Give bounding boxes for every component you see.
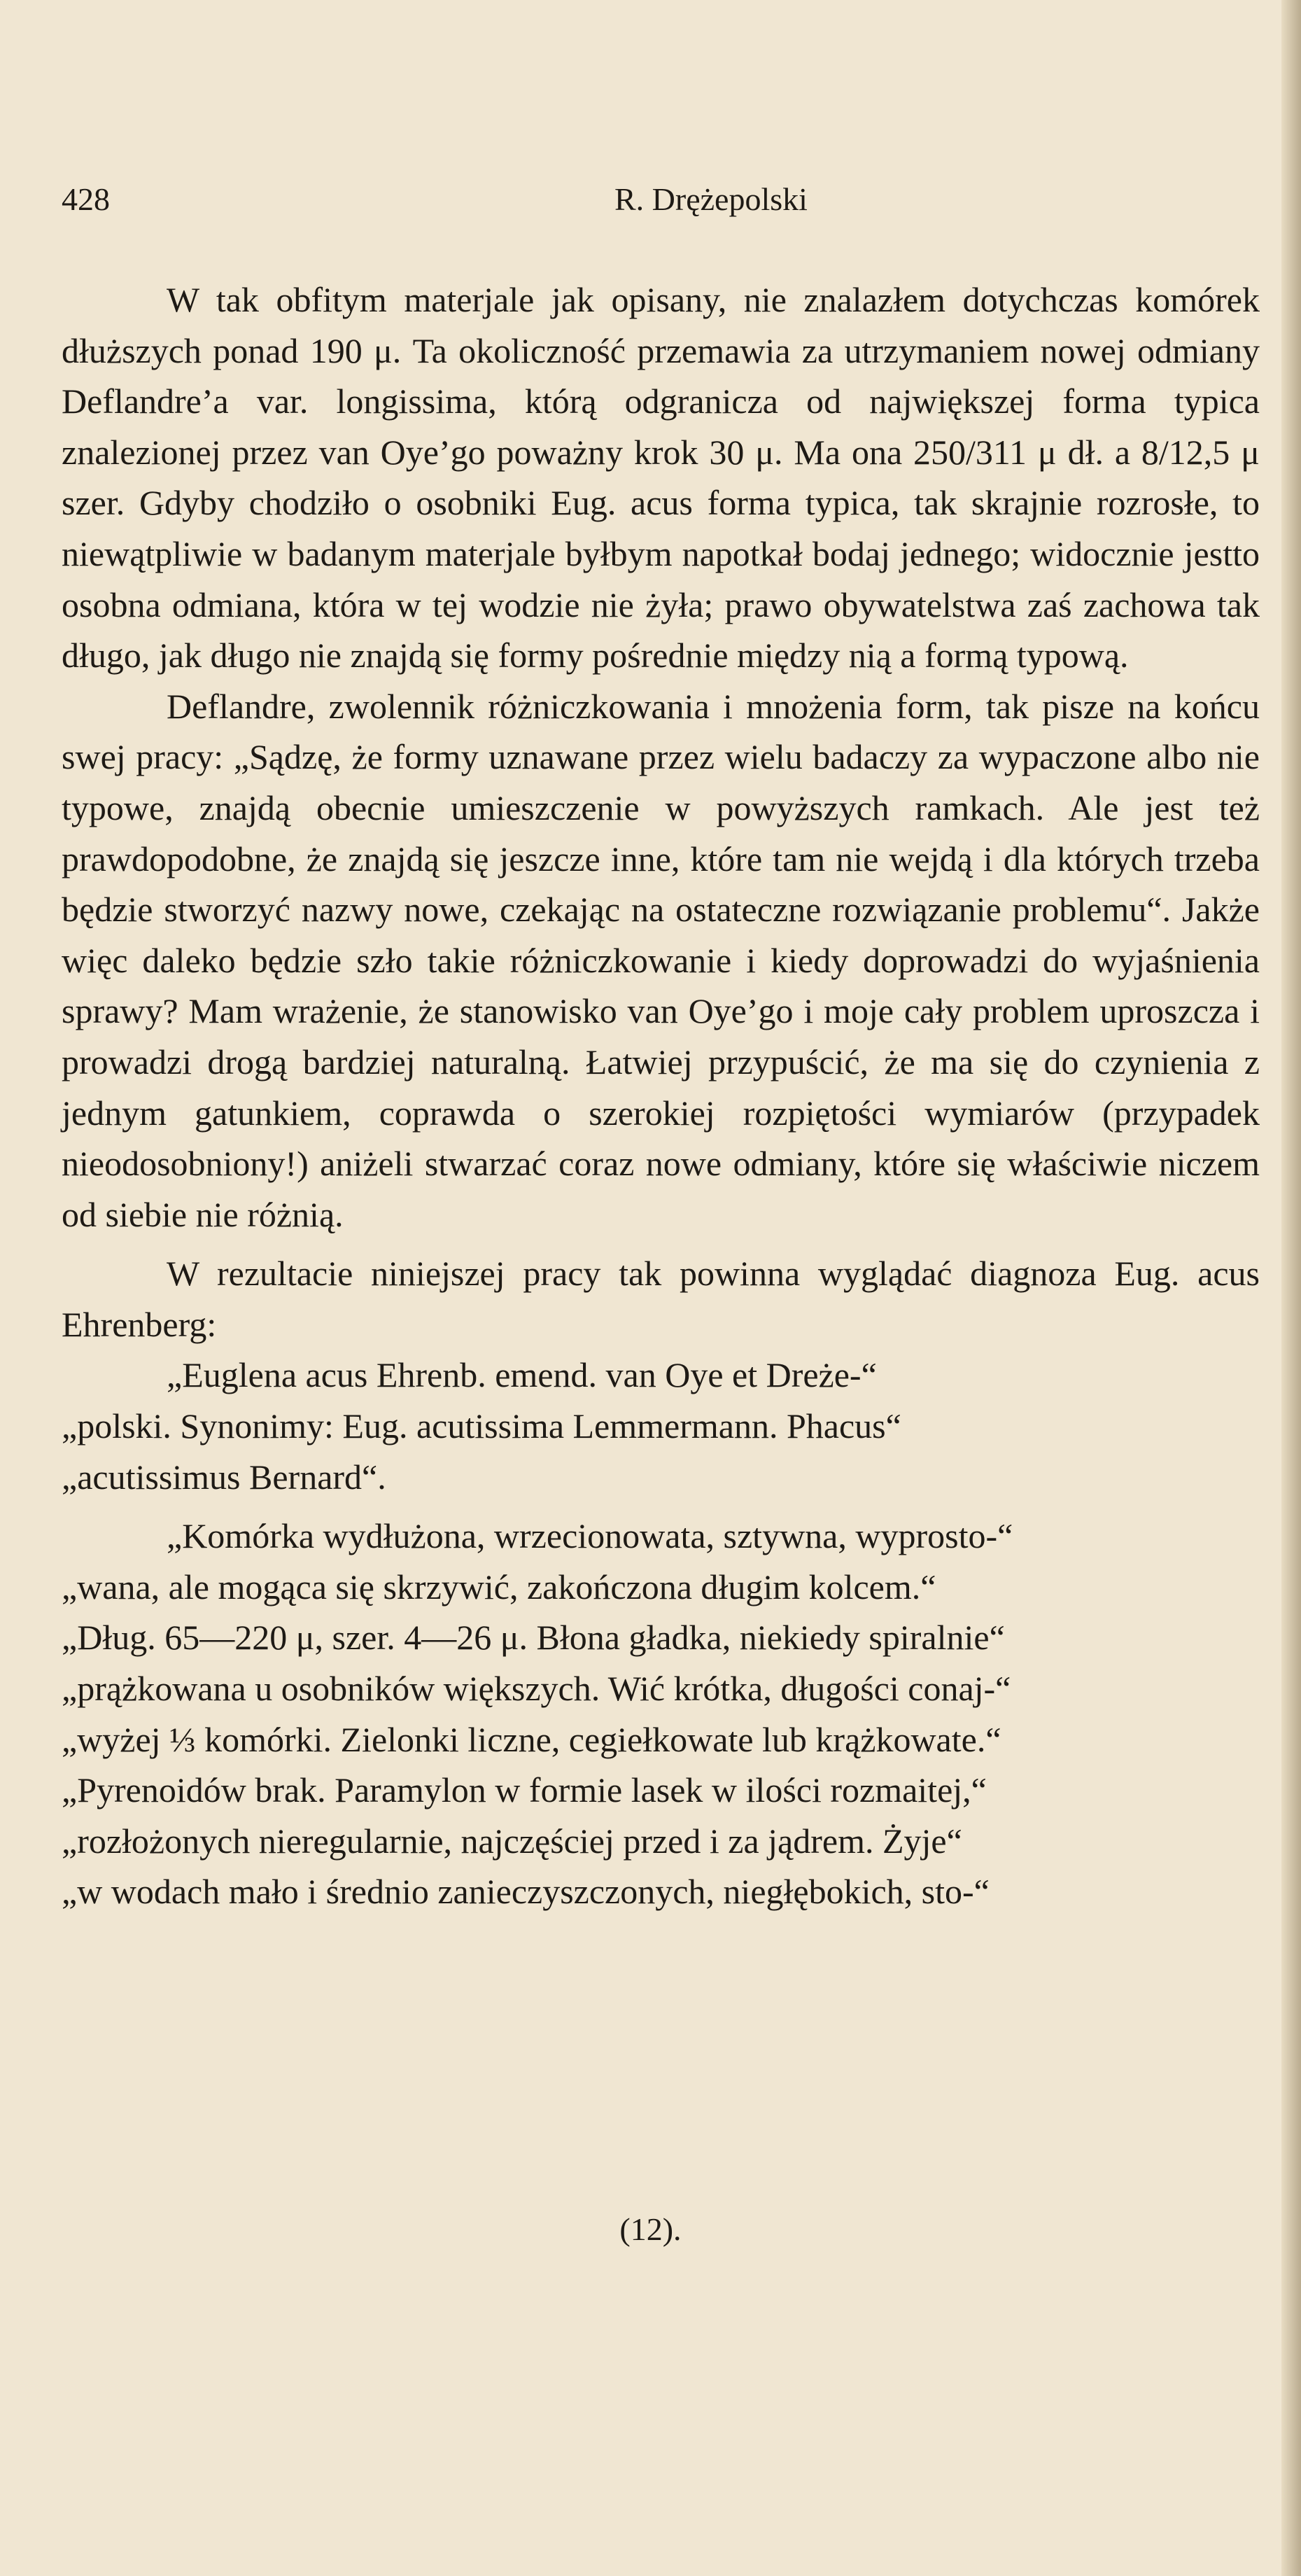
diagnosis-line: „Euglena acus Ehrenb. emend. van Oye et Dreże-“	[167, 1355, 877, 1395]
paragraph-2: Deflandre, zwolennik różniczkowania i mnożenia form, tak pisze na końcu swej pracy: „Sądzę, że formy uznawane przez wielu badaczy za wypaczone albo nie typowe, znajdą obecnie umieszczenie w powyższych ramkach. Ale jest też prawdopodobne, że znajdą się jeszcze inne, które tam nie wejdą i dla których trzeba będzie stworzyć nazwy nowe, czekając na ostateczne rozwiązanie problemu“. Jakże więc daleko będzie szło takie różniczkowanie i kiedy doprowadzi do wyjaśnienia sprawy? Mam wrażenie, że stanowisko van Oye’go i moje cały problem uproszcza i prowadzi drogą bardziej naturalną. Łatwiej przypuścić, że ma się do czynienia z jednym gatunkiem, coprawda o szerokiej rozpiętości wymiarów (przypadek nieodosobniony!) aniżeli stwarzać coraz nowe odmiany, które się właściwie niczem od siebie nie różnią.	[62, 686, 1260, 1234]
diagnosis-block	[62, 1350, 1260, 1917]
paragraph-3: W rezultacie niniejszej pracy tak powinna wyglądać diagnoza Eug. acus Ehrenberg:	[62, 1254, 1260, 1344]
page-number: 428	[62, 181, 110, 217]
diagnosis-line: „Pyrenoidów brak. Paramylon w formie lasek w ilości rozmaitej,“	[62, 1770, 987, 1810]
page-header	[62, 181, 1258, 223]
diagnosis-line: „polski. Synonimy: Eug. acutissima Lemmermann. Phacus“	[62, 1406, 901, 1446]
running-head-author: R. Drężepolski	[614, 181, 808, 217]
paragraph-1: W tak obfitym materjale jak opisany, nie znalazłem dotychczas komórek dłuższych ponad 190 μ. Ta okoliczność przemawia za utrzymaniem nowej odmiany Deflandre’a var. longissima, którą odgranicza od największej forma typica znalezionej przez van Oye’go poważny krok 30 μ. Ma ona 250/311 μ dł. a 8/12,5 μ szer. Gdyby chodziło o osobniki Eug. acus forma typica, tak skrajnie rozrosłe, to niewątpliwie w badanym materjale byłbym napotkał bodaj jednego; widocznie jestto osobna odmiana, która w tej wodzie nie żyła; prawo obywatelstwa zaś zachowa tak długo, jak długo nie znajdą się formy pośrednie między nią a formą typową.	[62, 280, 1260, 676]
page-edge-shadow	[1281, 0, 1301, 2576]
diagnosis-line: „acutissimus Bernard“.	[62, 1457, 386, 1497]
diagnosis-line: „w wodach mało i średnio zanieczyszczonych, niegłębokich, sto-“	[62, 1872, 990, 1912]
body-text	[62, 274, 1260, 1917]
diagnosis-line: „wyżej ⅓ komórki. Zielonki liczne, cegiełkowate lub krążkowate.“	[62, 1719, 1001, 1759]
diagnosis-line: „Komórka wydłużona, wrzecionowata, sztywna, wyprosto-“	[167, 1516, 1013, 1556]
diagnosis-line: „rozłożonych nieregularnie, najczęściej przed i za jądrem. Żyje“	[62, 1821, 962, 1861]
diagnosis-line: „prążkowana u osobników większych. Wić krótka, długości conaj-“	[62, 1669, 1011, 1709]
diagnosis-line: „wana, ale mogąca się skrzywić, zakończona długim kolcem.“	[62, 1567, 936, 1606]
diagnosis-line: „Dług. 65—220 μ, szer. 4—26 μ. Błona gładka, niekiedy spiralnie“	[62, 1618, 1005, 1658]
page-footer-label: (12).	[619, 2211, 682, 2247]
